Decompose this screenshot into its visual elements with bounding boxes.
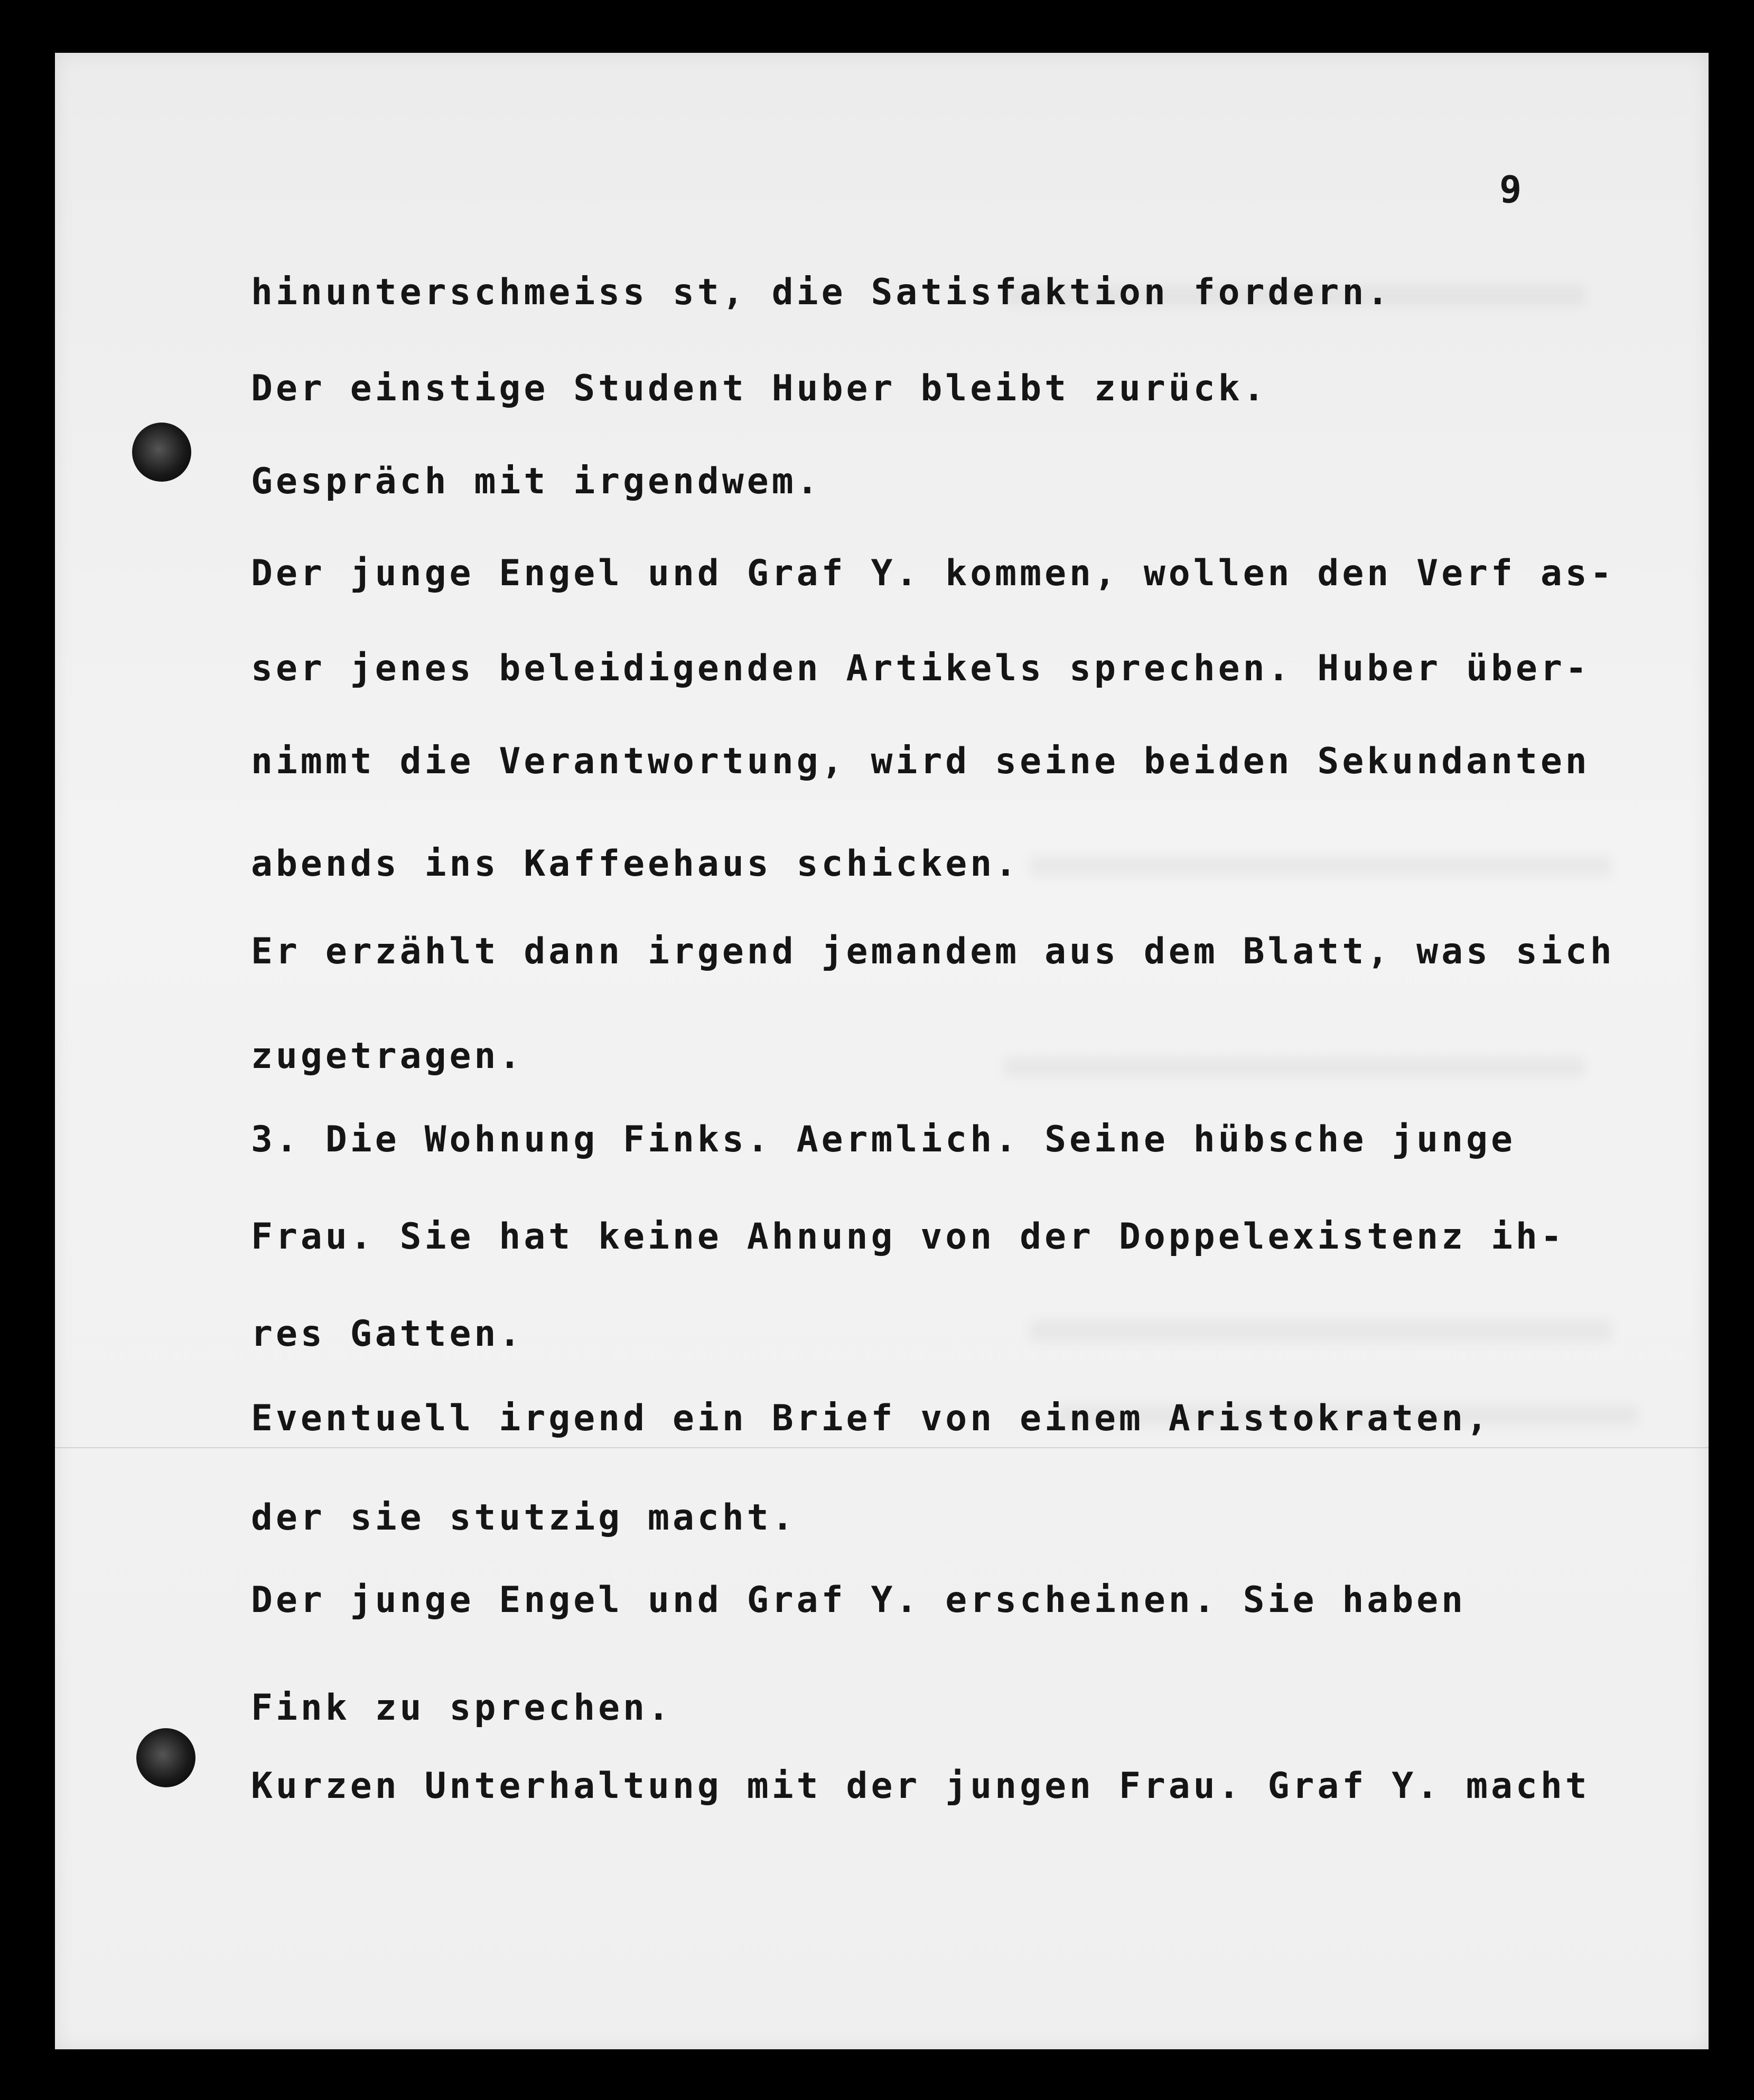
text-line: Der einstige Student Huber bleibt zurück. (251, 368, 1268, 409)
text-line: zugetragen. (251, 1035, 524, 1077)
text-line: nimmt die Verantwortung, wird seine beiden Sekundanten (251, 740, 1590, 782)
text-line: ser jenes beleidigenden Artikels sprechen. Huber über- (251, 648, 1590, 689)
text-line: Eventuell irgend ein Brief von einem Aristokraten, (251, 1398, 1491, 1439)
text-line: der sie stutzig macht. (251, 1497, 797, 1539)
text-line: res Gatten. (251, 1313, 524, 1355)
text-line: Gespräch mit irgendwem. (251, 461, 822, 502)
text-line: Kurzen Unterhaltung mit der jungen Frau. Graf Y. macht (251, 1765, 1590, 1807)
punch-hole (136, 1728, 195, 1787)
text-line: Fink zu sprechen. (251, 1687, 673, 1729)
page-number: 9 (1499, 168, 1522, 211)
text-line: 3. Die Wohnung Finks. Aermlich. Seine hübsche junge (251, 1119, 1516, 1160)
text-line: Frau. Sie hat keine Ahnung von der Doppelexistenz ih- (251, 1216, 1565, 1258)
page-fold-line (55, 1447, 1709, 1448)
text-line: Der junge Engel und Graf Y. erscheinen. Sie haben (251, 1579, 1467, 1621)
text-line: hinunterschmeiss st, die Satisfaktion fordern. (251, 271, 1392, 313)
text-line: Er erzählt dann irgend jemandem aus dem Blatt, was sich (251, 931, 1615, 972)
punch-hole (132, 423, 191, 482)
text-line: Der junge Engel und Graf Y. kommen, wollen den Verf as- (251, 552, 1615, 594)
text-line: abends ins Kaffeehaus schicken. (251, 843, 1020, 885)
